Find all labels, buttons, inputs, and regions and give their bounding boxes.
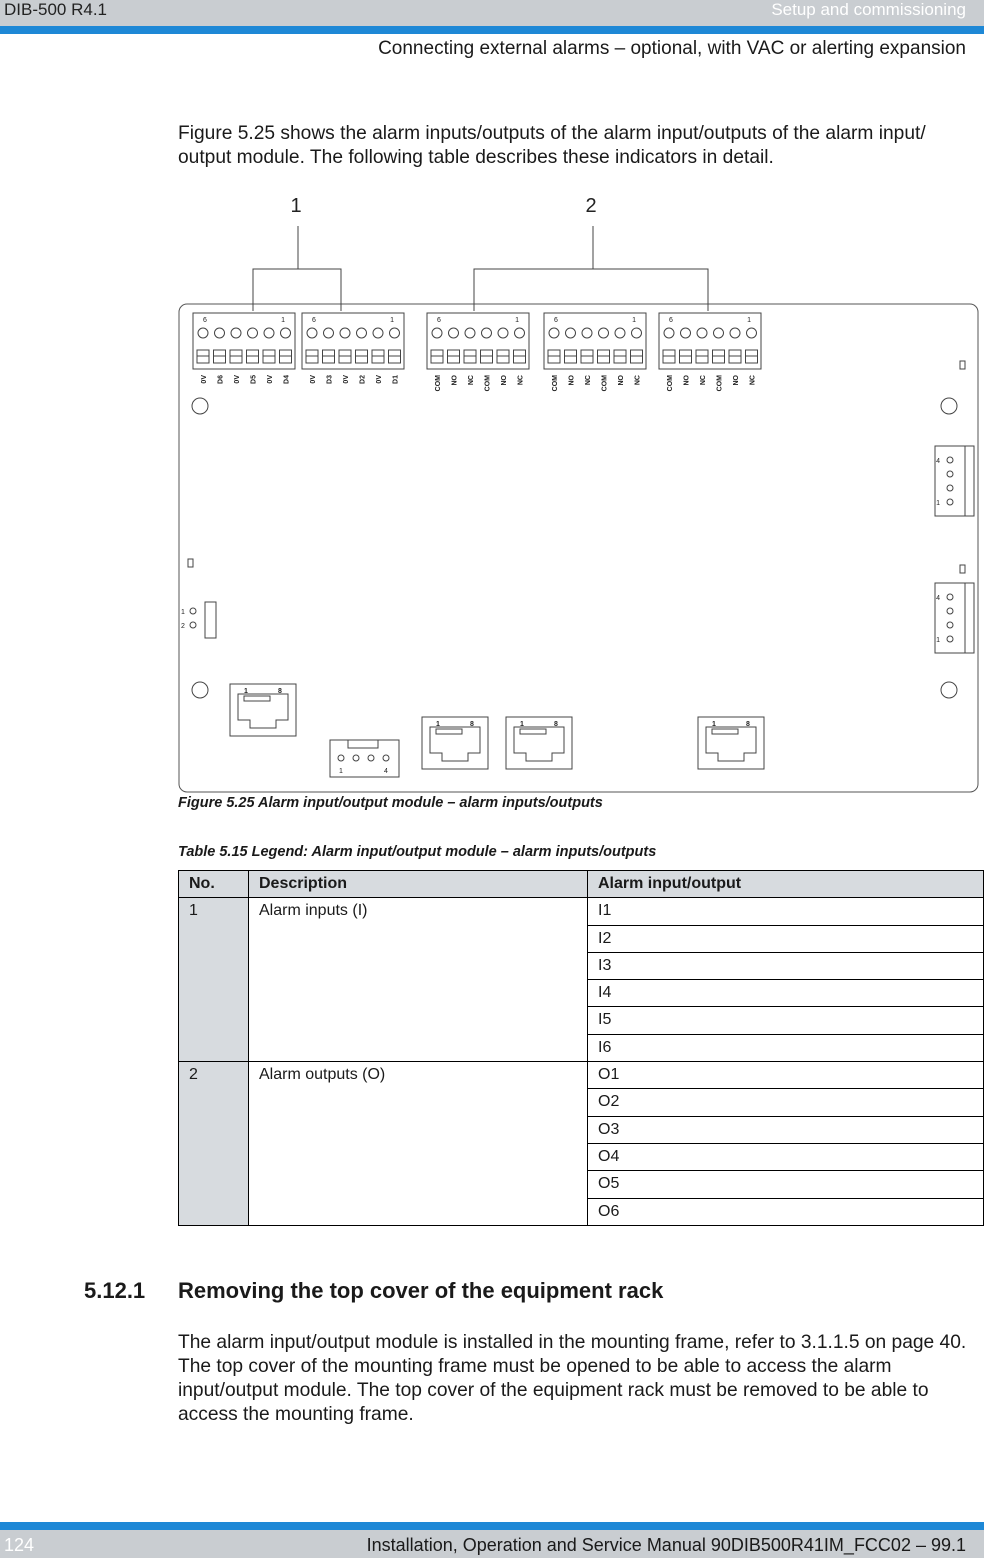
col-header-io: Alarm input/output bbox=[588, 871, 984, 898]
board-outline bbox=[179, 304, 978, 792]
terminal-label: COM bbox=[484, 375, 492, 392]
callout-2-leader bbox=[474, 226, 593, 311]
bottom-connector-label-4: 4 bbox=[384, 768, 388, 775]
terminal-label: NC bbox=[700, 375, 707, 386]
board-marker bbox=[960, 565, 965, 573]
terminal-label: 0V bbox=[310, 375, 317, 384]
pin-number-1: 1 bbox=[390, 317, 394, 324]
board-marker bbox=[188, 559, 193, 567]
side-connector-pin bbox=[947, 457, 953, 463]
terminal-screw bbox=[615, 328, 625, 338]
terminal-label: D3 bbox=[326, 375, 334, 384]
terminal-screw bbox=[264, 328, 274, 338]
side-connector-pin bbox=[947, 485, 953, 491]
page-number: 124 bbox=[4, 1535, 35, 1555]
io-cell: O3 bbox=[588, 1116, 984, 1143]
terminal-label: NO bbox=[568, 375, 576, 386]
bottom-connector-pin bbox=[383, 755, 389, 761]
table-row bbox=[179, 1062, 984, 1089]
pin-number-6: 6 bbox=[203, 317, 207, 324]
section-running-title: Connecting external alarms – optional, with VAC or alerting expansion bbox=[378, 38, 966, 59]
terminal-screw bbox=[697, 328, 707, 338]
group-number: 2 bbox=[179, 1062, 249, 1226]
terminal-screw bbox=[681, 328, 691, 338]
table-header-row bbox=[179, 871, 984, 898]
terminal-screw bbox=[231, 328, 241, 338]
terminal-screw bbox=[582, 328, 592, 338]
left-connector-label-2: 2 bbox=[181, 623, 185, 630]
group-description: Alarm outputs (O) bbox=[249, 1062, 588, 1226]
terminal-screw bbox=[498, 328, 508, 338]
terminal-label: 0V bbox=[376, 375, 383, 384]
terminal-screw bbox=[566, 328, 576, 338]
left-connector-pin bbox=[190, 622, 196, 628]
col-header-no: No. bbox=[179, 871, 249, 898]
side-connector-label-4: 4 bbox=[936, 595, 940, 602]
terminal-screw bbox=[324, 328, 334, 338]
terminal-screw bbox=[248, 328, 258, 338]
side-connector-pin bbox=[947, 471, 953, 477]
pin-number-6: 6 bbox=[554, 317, 558, 324]
mounting-hole bbox=[192, 398, 208, 414]
rj45-contacts bbox=[520, 729, 546, 734]
terminal-label: NO bbox=[501, 375, 508, 386]
rj45-contacts bbox=[712, 729, 738, 734]
left-connector-label-1: 1 bbox=[181, 609, 185, 616]
left-connector-pin bbox=[190, 608, 196, 614]
terminal-screw bbox=[390, 328, 400, 338]
bottom-connector-pin bbox=[353, 755, 359, 761]
rj45-socket bbox=[238, 694, 288, 728]
io-cell: O4 bbox=[588, 1143, 984, 1170]
terminal-label: COM bbox=[667, 375, 674, 392]
board-marker bbox=[960, 361, 965, 369]
chapter-title: Setup and commissioning bbox=[771, 0, 966, 19]
terminal-label: 0V bbox=[201, 375, 208, 384]
rj45-pin-1: 1 bbox=[520, 721, 524, 728]
terminal-label: NC bbox=[585, 375, 592, 386]
rj45-socket bbox=[706, 727, 756, 761]
terminal-screw bbox=[730, 328, 740, 338]
bottom-connector-pin bbox=[338, 755, 344, 761]
pin-number-1: 1 bbox=[632, 317, 636, 324]
pin-number-6: 6 bbox=[669, 317, 673, 324]
side-connector-label-1: 1 bbox=[936, 637, 940, 644]
terminal-screw bbox=[340, 328, 350, 338]
io-cell: O6 bbox=[588, 1198, 984, 1225]
callout-1: 1 bbox=[290, 195, 302, 217]
terminal-label: 0V bbox=[267, 375, 274, 384]
rj45-pin-8: 8 bbox=[278, 688, 282, 695]
group-description: Alarm inputs (I) bbox=[249, 898, 588, 1062]
terminal-screw bbox=[198, 328, 208, 338]
terminal-screw bbox=[215, 328, 225, 338]
rj45-contacts bbox=[244, 696, 270, 701]
terminal-label: NC bbox=[634, 375, 642, 386]
pin-number-1: 1 bbox=[281, 317, 285, 324]
terminal-screw bbox=[747, 328, 757, 338]
terminal-label: NC bbox=[749, 375, 757, 386]
rj45-pin-8: 8 bbox=[554, 721, 558, 728]
terminal-label: D4 bbox=[283, 375, 291, 384]
io-cell: I1 bbox=[588, 898, 984, 925]
terminal-screw bbox=[632, 328, 642, 338]
legend-table bbox=[178, 870, 984, 1226]
pin-number-6: 6 bbox=[437, 317, 441, 324]
section-title: Removing the top cover of the equipment rack bbox=[178, 1278, 664, 1303]
terminal-screw bbox=[373, 328, 383, 338]
pin-number-1: 1 bbox=[747, 317, 751, 324]
side-connector-label-1: 1 bbox=[936, 500, 940, 507]
terminal-screw bbox=[482, 328, 492, 338]
intro-paragraph: Figure 5.25 shows the alarm inputs/outputs of the alarm input/outputs of the alarm input/ output module. The following table describes these indicators in detail. bbox=[178, 123, 926, 168]
io-cell: O2 bbox=[588, 1089, 984, 1116]
terminal-label: D2 bbox=[359, 375, 367, 384]
terminal-label: COM bbox=[435, 375, 442, 392]
terminal-label: NO bbox=[733, 375, 740, 386]
left-connector bbox=[205, 602, 216, 638]
terminal-label: COM bbox=[716, 375, 724, 392]
terminal-label: NO bbox=[683, 375, 691, 386]
mounting-hole bbox=[941, 682, 957, 698]
header-accent-line bbox=[0, 26, 984, 34]
terminal-label: NC bbox=[468, 375, 475, 386]
terminal-screw bbox=[465, 328, 475, 338]
bottom-connector-pin bbox=[368, 755, 374, 761]
bottom-connector-label-1: 1 bbox=[339, 768, 343, 775]
terminal-label: NC bbox=[517, 375, 525, 386]
rj45-socket bbox=[514, 727, 564, 761]
figure-caption: Figure 5.25 Alarm input/output module – alarm inputs/outputs bbox=[178, 795, 603, 811]
side-connector-pin bbox=[947, 594, 953, 600]
manual-title: Installation, Operation and Service Manual 90DIB500R41IM_FCC02 – 99.1 bbox=[366, 1535, 966, 1555]
rj45-socket bbox=[430, 727, 480, 761]
mounting-hole bbox=[192, 682, 208, 698]
io-cell: I3 bbox=[588, 952, 984, 979]
terminal-label: 0V bbox=[343, 375, 350, 384]
doc-id: DIB-500 R4.1 bbox=[4, 0, 107, 19]
table-row bbox=[179, 898, 984, 925]
mounting-hole bbox=[941, 398, 957, 414]
side-connector-pin bbox=[947, 499, 953, 505]
io-cell: O5 bbox=[588, 1171, 984, 1198]
table-caption: Table 5.15 Legend: Alarm input/output module – alarm inputs/outputs bbox=[178, 844, 657, 860]
io-cell: I4 bbox=[588, 980, 984, 1007]
terminal-screw bbox=[281, 328, 291, 338]
pin-number-1: 1 bbox=[515, 317, 519, 324]
side-connector-pin bbox=[947, 608, 953, 614]
terminal-screw bbox=[449, 328, 459, 338]
rj45-pin-1: 1 bbox=[244, 688, 248, 695]
terminal-label: COM bbox=[601, 375, 609, 392]
terminal-screw bbox=[664, 328, 674, 338]
col-header-description: Description bbox=[249, 871, 588, 898]
io-cell: I2 bbox=[588, 925, 984, 952]
callout-2-leader-branch bbox=[593, 269, 708, 311]
rj45-pin-8: 8 bbox=[746, 721, 750, 728]
callout-1-leader-branch bbox=[298, 269, 341, 311]
terminal-label: D6 bbox=[217, 375, 225, 384]
header-bar bbox=[0, 0, 984, 26]
terminal-label: 0V bbox=[234, 375, 241, 384]
alarm-module-figure bbox=[178, 193, 980, 793]
terminal-label: D1 bbox=[392, 375, 400, 384]
terminal-screw bbox=[549, 328, 559, 338]
rj45-pin-1: 1 bbox=[712, 721, 716, 728]
callout-1-leader bbox=[253, 226, 298, 311]
section-number: 5.12.1 bbox=[84, 1278, 146, 1303]
terminal-label: D5 bbox=[250, 375, 258, 384]
side-connector-label-4: 4 bbox=[936, 458, 940, 465]
side-connector-lip bbox=[965, 583, 974, 653]
rj45-pin-8: 8 bbox=[470, 721, 474, 728]
rj45-pin-1: 1 bbox=[436, 721, 440, 728]
group-number: 1 bbox=[179, 898, 249, 1062]
side-connector-lip bbox=[965, 446, 974, 516]
pin-number-6: 6 bbox=[312, 317, 316, 324]
section-body: The alarm input/output module is installed in the mounting frame, refer to 3.1.1.5 on page 40. The top cover of the mounting frame must be opened to be able to access the alarm input/output module. The top cover of the equipment rack must be removed to be able to access the mounting frame. bbox=[178, 1332, 967, 1425]
callout-2: 2 bbox=[585, 195, 597, 217]
io-cell: I5 bbox=[588, 1007, 984, 1034]
io-cell: I6 bbox=[588, 1034, 984, 1061]
terminal-screw bbox=[599, 328, 609, 338]
terminal-screw bbox=[515, 328, 525, 338]
side-connector-pin bbox=[947, 636, 953, 642]
footer-accent-line bbox=[0, 1522, 984, 1530]
terminal-label: COM bbox=[552, 375, 559, 392]
rj45-contacts bbox=[436, 729, 462, 734]
terminal-label: NO bbox=[451, 375, 459, 386]
terminal-screw bbox=[307, 328, 317, 338]
io-cell: O1 bbox=[588, 1062, 984, 1089]
terminal-screw bbox=[357, 328, 367, 338]
bottom-connector-tab bbox=[348, 740, 378, 748]
side-connector-pin bbox=[947, 622, 953, 628]
terminal-label: NO bbox=[618, 375, 625, 386]
terminal-screw bbox=[432, 328, 442, 338]
terminal-screw bbox=[714, 328, 724, 338]
